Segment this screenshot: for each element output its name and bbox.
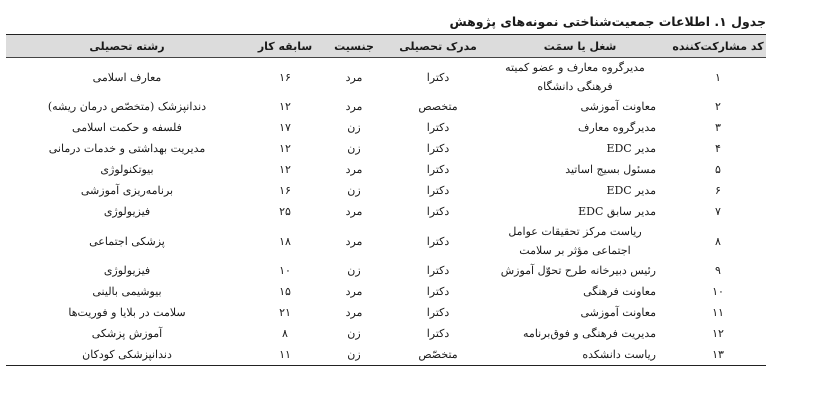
cell-id: ۹ <box>715 264 721 277</box>
cell-degree: دکترا <box>426 285 450 298</box>
cell-gender: مرد <box>345 205 363 218</box>
cell-id: ۱۳ <box>712 348 724 361</box>
cell-job: معاونت آموزشی <box>580 100 656 113</box>
cell-id: ۳ <box>715 121 721 134</box>
cell-job: مدیرگروه معارف و عضو کمیته فرهنگی دانشگاه <box>505 61 645 93</box>
cell-job: مدیر سابق EDC <box>578 205 656 218</box>
cell-degree: دکترا <box>426 234 450 248</box>
cell-field: بیوشیمی بالینی <box>92 285 162 298</box>
cell-id: ۱۲ <box>712 327 724 340</box>
cell-field: برنامه‌ریزی آموزشی <box>80 184 174 197</box>
table-row <box>6 58 766 97</box>
table-row <box>6 96 766 117</box>
cell-job: معاونت آموزشی <box>580 306 656 319</box>
cell-degree: دکترا <box>426 142 450 155</box>
cell-field: فیزیولوژی <box>103 205 151 218</box>
cell-id: ۷ <box>715 205 721 218</box>
cell-experience: ۱۲ <box>279 142 291 155</box>
table-row <box>6 302 766 323</box>
table-row <box>6 344 766 366</box>
cell-id: ۱۰ <box>712 285 724 298</box>
cell-field: فیزیولوژی <box>103 264 151 277</box>
cell-job: مدیریت فرهنگی و فوق‌برنامه <box>523 327 656 340</box>
cell-gender: زن <box>347 348 361 361</box>
demographics-table <box>6 34 766 366</box>
cell-experience: ۱۸ <box>279 234 291 248</box>
header-row <box>6 35 766 58</box>
cell-gender: مرد <box>345 100 363 113</box>
header-job: شغل یا سمَت <box>543 39 617 53</box>
cell-degree: دکترا <box>426 205 450 218</box>
cell-field: آموزش پزشکی <box>91 327 163 340</box>
header-degree: مدرک تحصیلی <box>399 39 477 53</box>
cell-id: ۶ <box>715 184 721 197</box>
cell-degree: متخصص <box>418 100 458 113</box>
cell-gender: مرد <box>345 285 363 298</box>
cell-experience: ۱۶ <box>279 70 291 84</box>
cell-job: ریاست مرکز تحقیقات عوامل اجتماعی مؤثر بر سلامت <box>508 225 642 257</box>
cell-field: مدیریت بهداشتی و خدمات درمانی <box>48 142 206 155</box>
cell-field: معارف اسلامی <box>92 70 162 84</box>
cell-experience: ۱۶ <box>279 184 291 197</box>
cell-gender: زن <box>347 121 361 134</box>
cell-field: سلامت در بلایا و فوریت‌ها <box>68 306 186 319</box>
table-body <box>6 58 766 366</box>
cell-degree: دکترا <box>426 184 450 197</box>
table-row <box>6 222 766 260</box>
cell-job: مدیرگروه معارف <box>578 121 656 134</box>
cell-field: دندانپزشکی کودکان <box>82 348 172 361</box>
cell-experience: ۸ <box>282 327 288 340</box>
cell-gender: مرد <box>345 234 363 248</box>
cell-field: دندانپزشک (متخصّص درمان ریشه) <box>47 100 207 113</box>
table-row <box>6 281 766 302</box>
cell-degree: دکترا <box>426 121 450 134</box>
cell-degree: دکترا <box>426 264 450 277</box>
cell-job: مدیر EDC <box>606 142 656 155</box>
cell-experience: ۱۲ <box>279 163 291 176</box>
header-gender: جنسیت <box>334 39 374 53</box>
cell-gender: زن <box>347 142 361 155</box>
header-field: رشته تحصیلی <box>89 39 165 53</box>
cell-id: ۱ <box>715 70 721 84</box>
table-row <box>6 138 766 159</box>
cell-experience: ۱۷ <box>279 121 291 134</box>
cell-experience: ۲۱ <box>279 306 291 319</box>
cell-gender: مرد <box>345 163 363 176</box>
cell-id: ۱۱ <box>712 306 724 319</box>
cell-gender: مرد <box>345 70 363 84</box>
cell-experience: ۱۵ <box>279 285 291 298</box>
header-experience: سابقه کار <box>257 39 313 53</box>
table-row <box>6 260 766 281</box>
cell-field: بیوتکنولوژی <box>100 163 154 176</box>
header-id: کد مشارکت‌کننده <box>672 39 764 53</box>
cell-job: رئیس دبیرخانه طرح تحوّل آموزش <box>500 264 656 277</box>
cell-job: معاونت فرهنگی <box>583 285 656 298</box>
cell-job: مسئول بسیج اساتید <box>565 163 656 176</box>
cell-gender: زن <box>347 264 361 277</box>
cell-experience: ۲۵ <box>279 205 291 218</box>
cell-id: ۸ <box>715 234 721 248</box>
cell-degree: دکترا <box>426 163 450 176</box>
cell-field: پزشکی اجتماعی <box>89 234 165 248</box>
cell-experience: ۱۰ <box>279 264 291 277</box>
cell-job: ریاست دانشکده <box>582 348 656 361</box>
cell-gender: زن <box>347 184 361 197</box>
cell-id: ۴ <box>715 142 721 155</box>
cell-field: فلسفه و حکمت اسلامی <box>72 121 182 134</box>
cell-degree: دکترا <box>426 327 450 340</box>
cell-degree: متخصّص <box>418 348 458 361</box>
table-row <box>6 180 766 201</box>
cell-degree: دکترا <box>426 306 450 319</box>
document-page <box>6 10 766 366</box>
cell-id: ۵ <box>715 163 721 176</box>
table-row <box>6 323 766 344</box>
cell-experience: ۱۱ <box>279 348 291 361</box>
cell-id: ۲ <box>715 100 721 113</box>
table-caption: جدول ۱. اطلاعات جمعیت‌شناختی نمونه‌های پژوهش <box>449 14 766 29</box>
cell-experience: ۱۲ <box>279 100 291 113</box>
table-row <box>6 201 766 222</box>
table-row <box>6 159 766 180</box>
cell-job: مدیر EDC <box>606 184 656 197</box>
cell-gender: زن <box>347 327 361 340</box>
cell-degree: دکترا <box>426 70 450 84</box>
table-row <box>6 117 766 138</box>
cell-gender: مرد <box>345 306 363 319</box>
table-header <box>6 35 766 58</box>
